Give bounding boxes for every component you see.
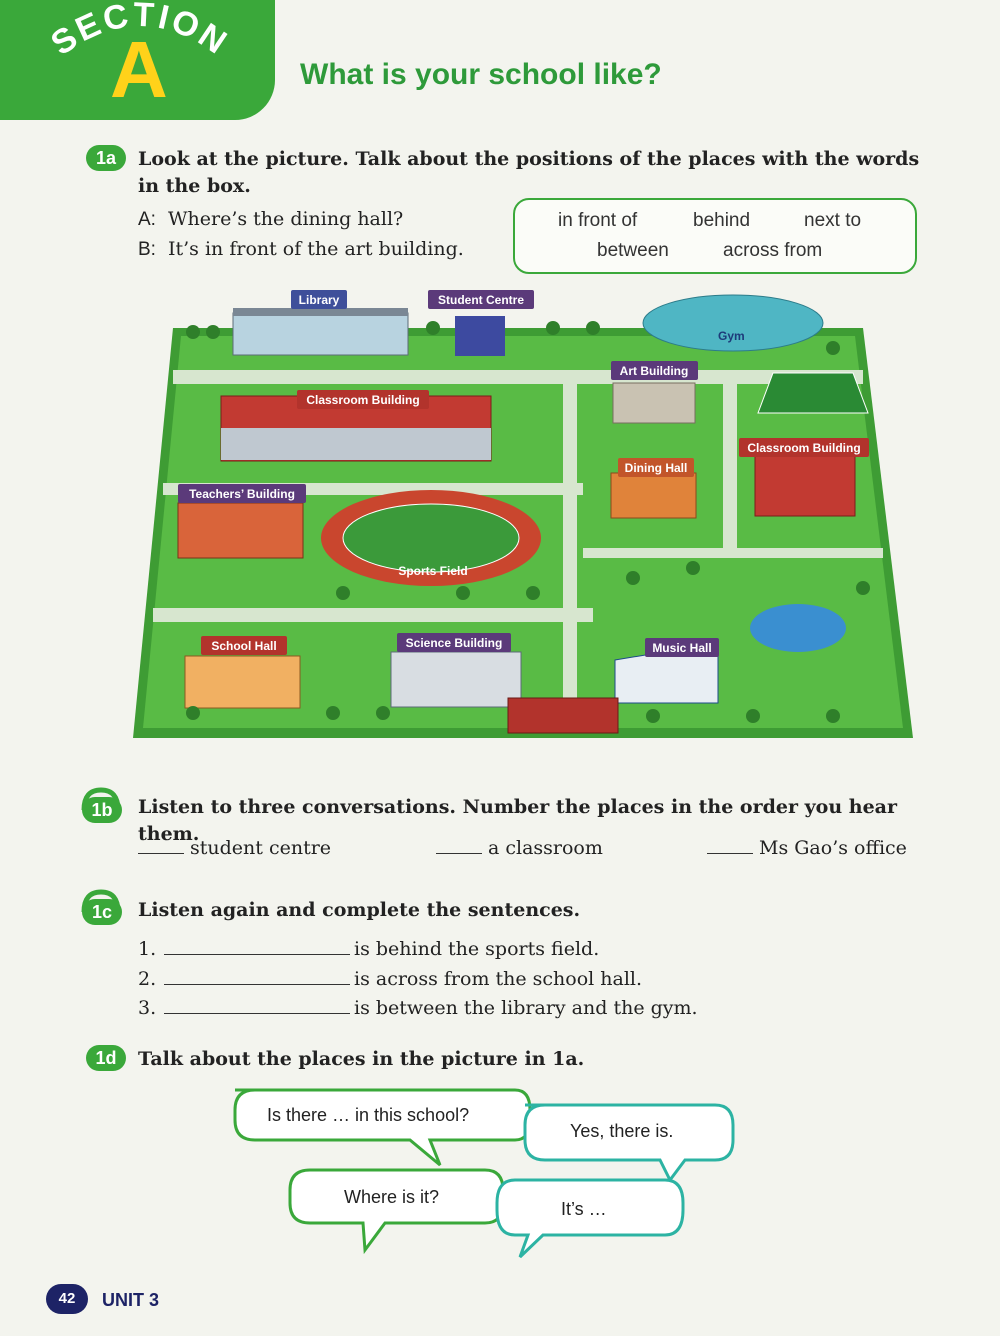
bubble-shape-2: [525, 1105, 733, 1180]
sentence-text: is across from the school hall.: [354, 968, 643, 990]
instruction-1c: Listen again and complete the sentences.: [138, 899, 581, 921]
word-next-to: next to: [804, 210, 862, 231]
library-building: [233, 308, 408, 355]
blank-item-2: [436, 835, 603, 859]
lake: [750, 604, 846, 652]
sentence-2: [138, 966, 642, 990]
section-letter: A: [110, 25, 168, 114]
school-hall-label: School Hall: [211, 639, 277, 653]
instruction-1a: Look at the picture. Talk about the positions of the places with the words in the box.: [138, 148, 920, 197]
tennis-court: [758, 373, 868, 413]
word-behind: behind: [693, 210, 751, 231]
sports-field-label: Sports Field: [398, 564, 468, 578]
instruction-1b: Listen to three conversations. Number the places in the order you hear them.: [138, 796, 897, 845]
badge-1c: 1c: [82, 899, 122, 925]
bubble-is-there: Is there … in this school?: [267, 1105, 470, 1125]
bubble-where-is-it: Where is it?: [344, 1187, 440, 1207]
science-building: [391, 652, 521, 707]
page-title: What is your school like?: [300, 58, 662, 91]
bubble-yes-there-is: Yes, there is.: [570, 1121, 674, 1141]
dining-hall-label: Dining Hall: [624, 461, 688, 475]
word-across-from: across from: [723, 240, 823, 261]
word-between: between: [597, 240, 669, 261]
teachers-building: [178, 503, 303, 558]
classroom-building-2-label: Classroom Building: [747, 441, 861, 455]
school-hall-building: [185, 656, 300, 708]
music-hall-label: Music Hall: [652, 641, 712, 655]
classroom-building-1-lower: [221, 428, 491, 460]
blank-item-text: student centre: [190, 837, 332, 859]
sentence-text: is between the library and the gym.: [354, 997, 698, 1019]
school-gate: [508, 698, 618, 733]
sports-field: [343, 504, 519, 572]
answer-blank[interactable]: [138, 835, 184, 854]
answer-blank[interactable]: [436, 835, 482, 854]
section-word: SECTION: [44, 0, 236, 64]
sentence-number: 3.: [138, 997, 157, 1019]
badge-1b: 1b: [82, 797, 122, 823]
sentence-text: is behind the sports field.: [354, 938, 600, 960]
answer-blank[interactable]: [164, 936, 350, 955]
page-number: 42: [46, 1284, 88, 1314]
badge-1d: 1d: [86, 1045, 126, 1071]
student-centre-building: [455, 316, 505, 356]
dialog-line-a: [138, 208, 403, 231]
blank-item-text: a classroom: [488, 837, 603, 859]
word-in-front-of: in front of: [558, 210, 638, 231]
library-label: Library: [298, 293, 340, 307]
speaker-a: A:: [138, 209, 156, 230]
speaker-b: B:: [138, 239, 156, 260]
student-centre-label: Student Centre: [437, 293, 525, 307]
answer-blank[interactable]: [707, 835, 753, 854]
science-building-label: Science Building: [405, 636, 503, 650]
unit-label: UNIT 3: [102, 1290, 160, 1310]
sentence-number: 2.: [138, 968, 157, 990]
art-building: [613, 383, 695, 423]
classroom-building-2: [755, 456, 855, 516]
sentence-1: [138, 936, 599, 960]
blank-item-text: Ms Gao’s office: [759, 837, 907, 859]
answer-blank[interactable]: [164, 966, 350, 985]
gym-label: Gym: [718, 329, 745, 343]
word-box: [513, 198, 917, 274]
teachers-building-label: Teachers’ Building: [189, 487, 295, 501]
classroom-building-1-label: Classroom Building: [306, 393, 420, 407]
dialog-text-a: Where’s the dining hall?: [168, 208, 404, 230]
bubble-its: It’s …: [561, 1199, 607, 1219]
instruction-1d: Talk about the places in the picture in 1a.: [138, 1048, 585, 1070]
school-map: [133, 288, 913, 758]
badge-1a: 1a: [86, 145, 126, 171]
dialog-text-b: It’s in front of the art building.: [168, 238, 464, 260]
art-building-label: Art Building: [619, 364, 689, 378]
blank-item-3: [707, 835, 907, 859]
bubble-shape-1: [235, 1090, 530, 1165]
speech-bubbles: [225, 1085, 745, 1260]
blank-item-1: [138, 835, 331, 859]
sentence-3: [138, 995, 698, 1019]
bubble-shape-3: [290, 1170, 503, 1250]
sentence-number: 1.: [138, 938, 157, 960]
answer-blank[interactable]: [164, 995, 350, 1014]
dining-hall-building: [611, 473, 696, 518]
dialog-line-b: [138, 238, 464, 261]
